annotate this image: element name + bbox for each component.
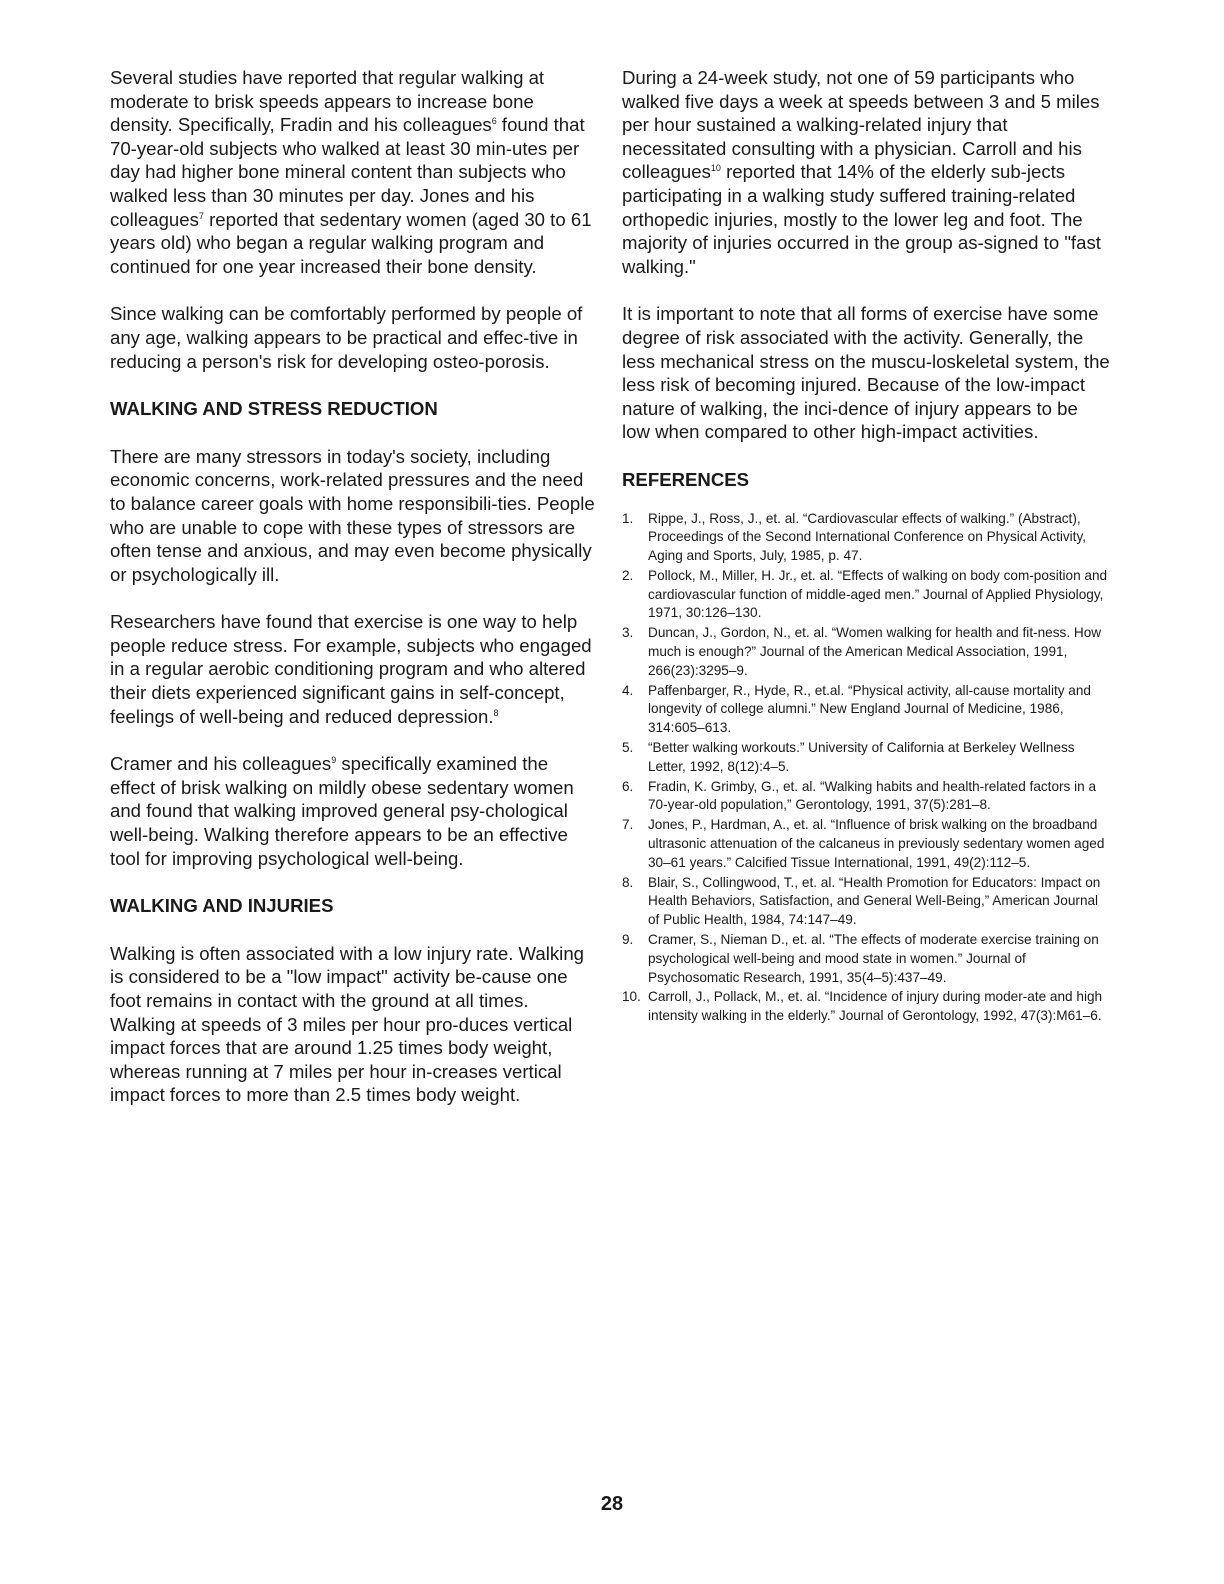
references-list <box>622 510 1110 1027</box>
left-column <box>110 66 598 1131</box>
stress-reduction-heading: WALKING AND STRESS REDUCTION <box>110 398 438 420</box>
references-heading: REFERENCES <box>622 468 750 490</box>
reference-item: 10. Carroll, J., Pollack, M., et. al. “Incidence of injury during moder-ate and high intensity walking in the elderly.” Journal of Gerontology, 1992, 47(3):M61–6. <box>622 989 1103 1024</box>
injuries-heading: WALKING AND INJURIES <box>110 895 334 917</box>
exercise-stress-paragraph: Researchers have found that exercise is one way to help people reduce stress. For example, subjects who engaged in a regular aerobic conditioning program and who altered their diets experienced significant gains in self-concept, feelings of well-being and reduced depression.$^8$ <box>110 611 592 727</box>
stressors-paragraph: There are many stressors in today's society, including economic concerns, work-related pressures and the need to balance career goals with home responsibili-ties. People who are unable to cope with these types of stressors are often tense and anxious, and may even become physically or psychologically ill. <box>110 445 595 585</box>
citation-10: 10 <box>710 163 721 174</box>
citation-9: 9 <box>331 755 337 766</box>
right-column <box>622 66 1110 1027</box>
cramer-paragraph: Cramer and his colleagues$^9$ specifically examined the effect of brisk walking on mildly obese sedentary women and found that walking improved general psy-chological well-being. Walking therefore appears to be an effective tool for improving psychological well-being. <box>110 753 574 869</box>
reference-item: 2. Pollock, M., Miller, H. Jr., et. al. “Effects of walking on body com-position and cardiovascular function of middle-aged men.” Journal of Applied Physiology, 1971, 30:126–130. <box>622 567 1108 621</box>
page-number: 28 <box>600 1493 624 1515</box>
reference-item: 9. Cramer, S., Nieman D., et. al. “The effects of moderate exercise training on psychological well-being and mood state in women.” Journal of Psychosomatic Research, 1991, 35(4–5):437–49. <box>622 932 1099 985</box>
study-paragraph: During a 24-week study, not one of 59 participants who walked five days a week at speeds between 3 and 5 miles per hour sustained a walking-related injury that necessitated consulting with a physician. Carroll and his colleagues$^{10}$ reported that 14% of the elderly sub-jects participating in a walking study suffered training-related orthopedic injuries, mostly to the lower leg and foot. The majority of injuries occurred in the group as-signed to "fast walking." <box>622 67 1101 277</box>
reference-item: 4. Paffenbarger, R., Hyde, R., et.al. “Physical activity, all-cause mortality and longevity of college alumni.” New England Journal of Medicine, 1986, 314:605–613. <box>622 682 1091 736</box>
reference-item: 8. Blair, S., Collingwood, T., et. al. “Health Promotion for Educators: Impact on Health Behaviors, Satisfaction, and General Well-Being,” American Journal of Public Health, 1984, 74:147–49. <box>622 874 1101 928</box>
osteoporosis-paragraph: Since walking can be comfortably performed by people of any age, walking appears to be practical and effec-tive in reducing a person's risk for developing osteo-porosis. <box>110 303 583 372</box>
risk-paragraph: It is important to note that all forms of exercise have some degree of risk associated with the activity. Generally, the less mechanical stress on the muscu-loskeletal system, the less risk of becoming injured. Because of the low-impact nature of walking, the inci-dence of injury appears to be low when compared to other high-impact activities. <box>622 303 1110 443</box>
reference-item: 1. Rippe, J., Ross, J., et. al. “Cardiovascular effects of walking.” (Abstract), Proceedings of the Second International Conference on Physical Activity, Aging and Sports, July, 1985, p. 47. <box>622 510 1087 564</box>
reference-item: 6. Fradin, K. Grimby, G., et. al. “Walking habits and health-related factors in a 70-year-old population,” Gerontology, 1991, 37(5):281–8. <box>622 778 1097 813</box>
reference-item: 3. Duncan, J., Gordon, N., et. al. “Women walking for health and fit-ness. How much is enough?” Journal of the American Medical Association, 1991, 266(23):3295–9. <box>622 625 1102 678</box>
reference-item: 5. “Better walking workouts.” University of California at Berkeley Wellness Letter, 1992, 8(12):4–5. <box>622 740 1075 774</box>
citation-6: 6 <box>491 116 497 127</box>
reference-item: 7. Jones, P., Hardman, A., et. al. “Influence of brisk walking on the broadband ultrasonic attenuation of the calcaneus in previously sedentary women aged 30–61 years.” Calcified Tissue International, 1991, 49(2):112–5. <box>622 817 1105 870</box>
citation-7: 7 <box>198 210 204 221</box>
bone-density-paragraph: Several studies have reported that regular walking at moderate to brisk speeds appears to increase bone density. Specifically, Fradin and his colleagues$^6$ found that 70-year-old subjects who walked at least 30 min-utes per day had higher bone mineral content than subjects who walked less than 30 minutes per day. Jones and his colleagues$^7$ reported that sedentary women (aged 30 to 61 years old) who began a regular walking program and continued for one year increased their bone density. <box>110 67 592 277</box>
low-injury-paragraph: Walking is often associated with a low injury rate. Walking is considered to be a "low impact" activity be-cause one foot remains in contact with the ground at all times. Walking at speeds of 3 miles per hour pro-duces vertical impact forces that are around 1.25 times body weight, whereas running at 7 miles per hour in-creases vertical impact forces to more than 2.5 times body weight. <box>110 942 584 1106</box>
citation-8: 8 <box>493 707 499 718</box>
